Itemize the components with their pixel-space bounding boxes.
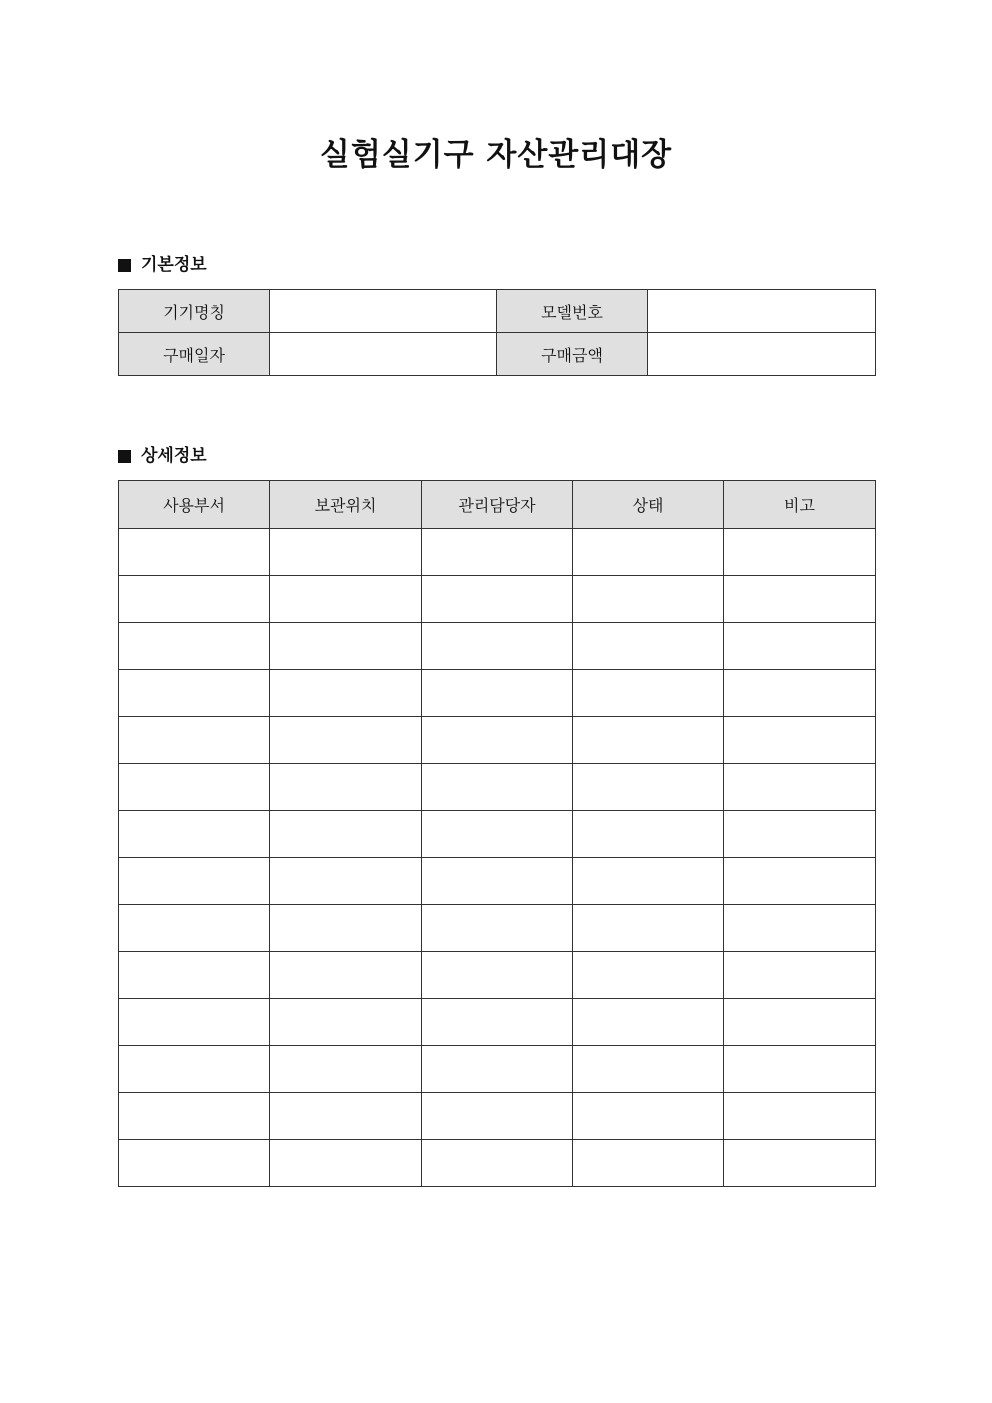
remarks-cell[interactable]	[724, 1046, 876, 1093]
manager-cell[interactable]	[422, 1046, 573, 1093]
status-cell[interactable]	[573, 717, 724, 764]
department-cell[interactable]	[119, 858, 270, 905]
storage-location-cell[interactable]	[270, 1140, 422, 1187]
detail-info-heading-text: 상세정보	[141, 446, 207, 466]
column-header-manager: 관리담당자	[422, 481, 573, 529]
storage-location-cell[interactable]	[270, 1093, 422, 1140]
table-row	[119, 670, 876, 717]
table-header-row	[119, 481, 876, 529]
model-number-field[interactable]	[648, 290, 876, 333]
table-row	[119, 999, 876, 1046]
remarks-cell[interactable]	[724, 905, 876, 952]
remarks-cell[interactable]	[724, 670, 876, 717]
table-row	[119, 1093, 876, 1140]
storage-location-cell[interactable]	[270, 858, 422, 905]
document-title: 실험실기구 자산관리대장	[319, 137, 673, 173]
remarks-cell[interactable]	[724, 952, 876, 999]
device-name-field[interactable]	[270, 290, 497, 333]
column-header-status: 상태	[573, 481, 724, 529]
storage-location-cell[interactable]	[270, 811, 422, 858]
purchase-date-label: 구매일자	[119, 333, 270, 376]
storage-location-cell[interactable]	[270, 529, 422, 576]
storage-location-cell[interactable]	[270, 905, 422, 952]
storage-location-cell[interactable]	[270, 717, 422, 764]
square-bullet-icon	[118, 450, 131, 463]
manager-cell[interactable]	[422, 905, 573, 952]
storage-location-cell[interactable]	[270, 999, 422, 1046]
department-cell[interactable]	[119, 811, 270, 858]
basic-info-heading-text: 기본정보	[141, 255, 207, 275]
status-cell[interactable]	[573, 1046, 724, 1093]
status-cell[interactable]	[573, 670, 724, 717]
remarks-cell[interactable]	[724, 529, 876, 576]
remarks-cell[interactable]	[724, 858, 876, 905]
table-row	[119, 905, 876, 952]
manager-cell[interactable]	[422, 529, 573, 576]
status-cell[interactable]	[573, 811, 724, 858]
table-row	[119, 1046, 876, 1093]
device-name-label: 기기명칭	[119, 290, 270, 333]
remarks-cell[interactable]	[724, 623, 876, 670]
status-cell[interactable]	[573, 905, 724, 952]
basic-info-table	[118, 289, 876, 376]
column-header-department: 사용부서	[119, 481, 270, 529]
storage-location-cell[interactable]	[270, 952, 422, 999]
status-cell[interactable]	[573, 529, 724, 576]
storage-location-cell[interactable]	[270, 623, 422, 670]
table-row	[119, 764, 876, 811]
status-cell[interactable]	[573, 999, 724, 1046]
remarks-cell[interactable]	[724, 999, 876, 1046]
manager-cell[interactable]	[422, 1093, 573, 1140]
manager-cell[interactable]	[422, 670, 573, 717]
table-row	[119, 858, 876, 905]
table-row	[119, 952, 876, 999]
table-row	[119, 811, 876, 858]
remarks-cell[interactable]	[724, 576, 876, 623]
manager-cell[interactable]	[422, 999, 573, 1046]
status-cell[interactable]	[573, 576, 724, 623]
detail-info-table	[118, 480, 876, 1187]
department-cell[interactable]	[119, 670, 270, 717]
remarks-cell[interactable]	[724, 717, 876, 764]
table-row	[119, 529, 876, 576]
status-cell[interactable]	[573, 764, 724, 811]
square-bullet-icon	[118, 259, 131, 272]
column-header-storage-location: 보관위치	[270, 481, 422, 529]
table-row	[119, 717, 876, 764]
storage-location-cell[interactable]	[270, 764, 422, 811]
storage-location-cell[interactable]	[270, 576, 422, 623]
model-number-label: 모델번호	[497, 290, 648, 333]
basic-info-heading	[118, 254, 207, 276]
table-row	[119, 1140, 876, 1187]
table-row	[119, 576, 876, 623]
department-cell[interactable]	[119, 1046, 270, 1093]
status-cell[interactable]	[573, 1140, 724, 1187]
manager-cell[interactable]	[422, 717, 573, 764]
table-row	[119, 623, 876, 670]
department-cell[interactable]	[119, 764, 270, 811]
column-header-remarks: 비고	[724, 481, 876, 529]
status-cell[interactable]	[573, 952, 724, 999]
status-cell[interactable]	[573, 623, 724, 670]
manager-cell[interactable]	[422, 858, 573, 905]
manager-cell[interactable]	[422, 576, 573, 623]
remarks-cell[interactable]	[724, 764, 876, 811]
table-row	[119, 290, 876, 333]
manager-cell[interactable]	[422, 1140, 573, 1187]
department-cell[interactable]	[119, 952, 270, 999]
purchase-date-field[interactable]	[270, 333, 497, 376]
department-cell[interactable]	[119, 623, 270, 670]
manager-cell[interactable]	[422, 764, 573, 811]
remarks-cell[interactable]	[724, 1093, 876, 1140]
storage-location-cell[interactable]	[270, 1046, 422, 1093]
department-cell[interactable]	[119, 576, 270, 623]
department-cell[interactable]	[119, 1140, 270, 1187]
manager-cell[interactable]	[422, 952, 573, 999]
manager-cell[interactable]	[422, 811, 573, 858]
storage-location-cell[interactable]	[270, 670, 422, 717]
status-cell[interactable]	[573, 1093, 724, 1140]
department-cell[interactable]	[119, 1093, 270, 1140]
purchase-amount-field[interactable]	[648, 333, 876, 376]
table-row	[119, 333, 876, 376]
detail-info-heading	[118, 445, 207, 467]
remarks-cell[interactable]	[724, 811, 876, 858]
purchase-amount-label: 구매금액	[497, 333, 648, 376]
department-cell[interactable]	[119, 905, 270, 952]
status-cell[interactable]	[573, 858, 724, 905]
manager-cell[interactable]	[422, 623, 573, 670]
department-cell[interactable]	[119, 999, 270, 1046]
remarks-cell[interactable]	[724, 1140, 876, 1187]
department-cell[interactable]	[119, 717, 270, 764]
department-cell[interactable]	[119, 529, 270, 576]
